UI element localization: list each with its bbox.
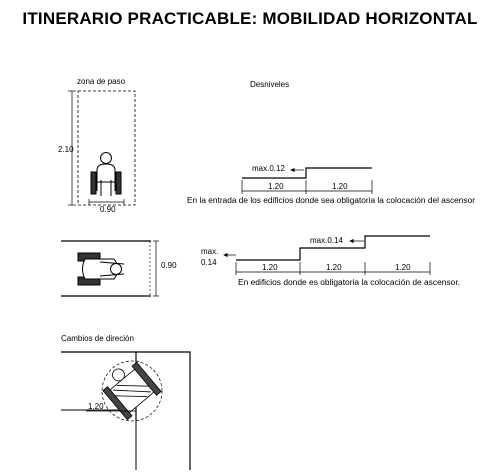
passage-zone-diagram — [58, 77, 135, 214]
step-two-caption: En edificios donde es obligatoria la colocación de ascensor. — [238, 278, 460, 287]
passage-height-value: 2.10 — [58, 145, 74, 154]
step-two-dim-b: 1.20 — [326, 263, 342, 272]
passage-zone-label: zona de paso — [77, 77, 126, 86]
levels-label: Desniveles — [250, 80, 290, 89]
side-width-value: 0.90 — [161, 261, 177, 270]
step-two-dim-a: 1.20 — [262, 263, 278, 272]
step-two — [201, 236, 460, 287]
step-one-dim-a: 1.20 — [268, 182, 284, 191]
step-one-max: max.0.12 — [252, 164, 285, 173]
step-one — [187, 164, 475, 205]
step-one-dim-b: 1.20 — [332, 182, 348, 191]
wheelchair-front-icon — [91, 153, 121, 197]
turn-label: Cambios de direción — [61, 334, 134, 343]
step-two-max-top: max.0.14 — [310, 236, 343, 245]
step-two-max-left: max. — [201, 247, 219, 256]
wheelchair-top-icon — [78, 253, 124, 285]
turn-dim-value: 1.20 — [88, 402, 104, 411]
wheelchair-side-diagram — [61, 241, 177, 296]
step-two-dim-c: 1.20 — [395, 263, 411, 272]
step-one-caption: En la entrada de los edificios donde sea obligatoria la colocación del ascensor — [187, 196, 476, 205]
step-two-max-left-value: 0.14 — [201, 258, 217, 267]
levels-diagram — [187, 80, 475, 287]
page-title: ITINERARIO PRACTICABLE: MOBILIDAD HORIZONTAL — [22, 9, 478, 28]
turn-diagram — [61, 334, 190, 470]
passage-width-value: 0.90 — [100, 205, 116, 214]
